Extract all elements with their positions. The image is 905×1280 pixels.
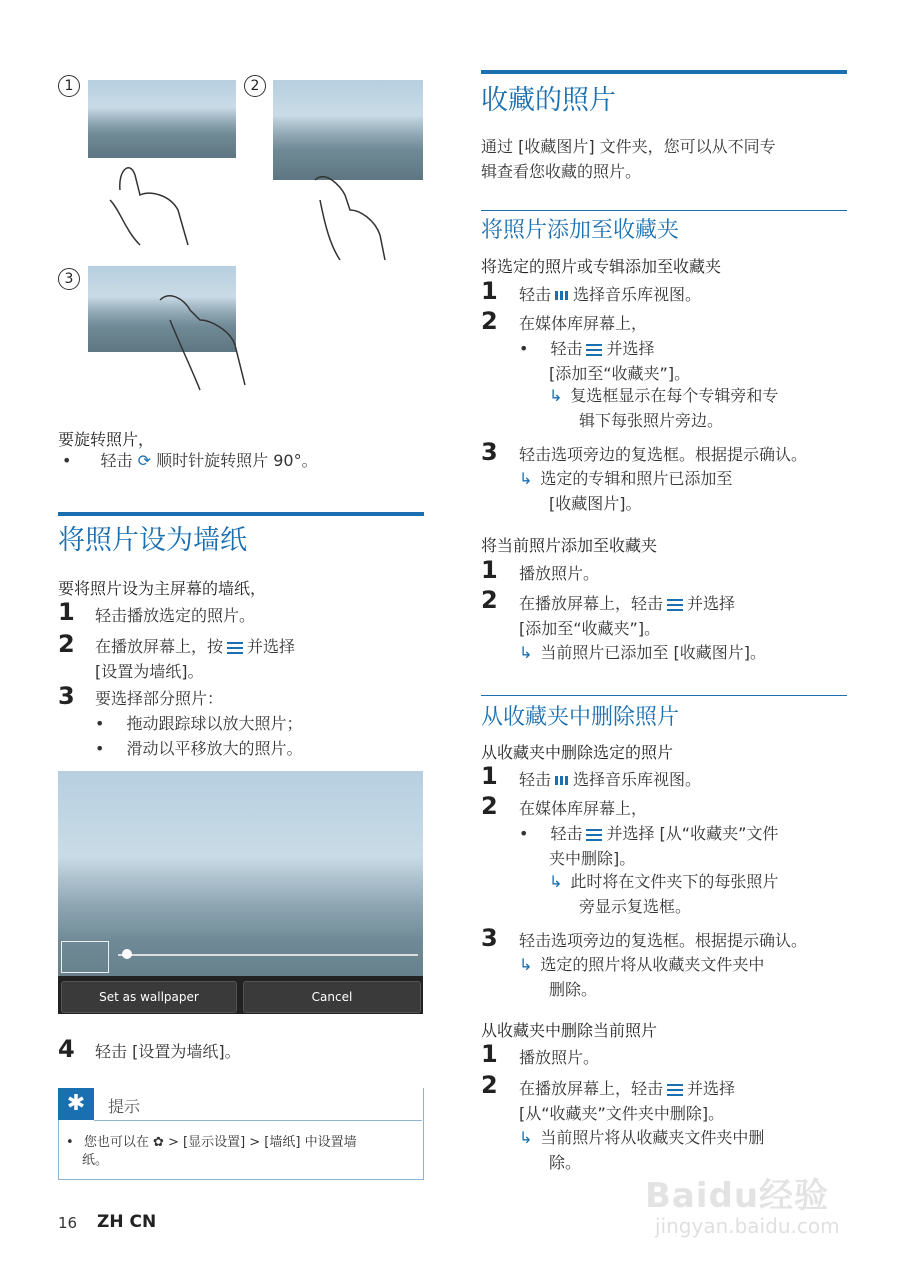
section-rule xyxy=(58,512,424,516)
hand-icon xyxy=(100,150,200,250)
set-as-wallpaper-button[interactable]: Set as wallpaper xyxy=(61,981,237,1013)
wallpaper-title: 将照片设为墙纸 xyxy=(58,525,247,556)
step-num: 2 xyxy=(58,630,75,658)
rotate-heading: 要旋转照片， xyxy=(58,430,155,449)
step-marker-1: 1 xyxy=(58,75,80,97)
step-num: 3 xyxy=(58,682,75,710)
delete-step-3: 轻击选项旁边的复选框。根据提示确认。 xyxy=(519,931,808,950)
delete-step-2-result: ↳ 此时将在文件夹下的每张照片 旁显示复选框。 xyxy=(549,872,779,916)
step-num: 1 xyxy=(481,762,498,790)
tip-label: 提示 xyxy=(108,1097,141,1116)
illustration-photo-1 xyxy=(88,80,236,158)
add-current-step-2: 在播放屏幕上，轻击 并选择 [添加至“收藏夹”]。 xyxy=(519,594,736,638)
language-code: ZH CN xyxy=(97,1212,157,1232)
step-num: 3 xyxy=(481,438,498,466)
menu-icon xyxy=(227,642,243,654)
step-num: 2 xyxy=(481,792,498,820)
favorites-intro: 通过 [收藏图片] 文件夹，您可以从不同专 辑查看您收藏的照片。 xyxy=(481,137,776,181)
delete-step-3-result: ↳ 选定的照片将从收藏夹文件夹中 删除。 xyxy=(519,955,765,999)
favorites-title: 收藏的照片 xyxy=(481,85,616,116)
menu-icon xyxy=(667,1084,683,1096)
add-sub-2: 将当前照片添加至收藏夹 xyxy=(481,536,658,555)
add-step-1: 轻击 选择音乐库视图。 xyxy=(519,285,702,304)
step-marker-2: 2 xyxy=(244,75,266,97)
tip-rule xyxy=(94,1120,422,1121)
section-rule xyxy=(481,695,847,696)
delete-step-1: 轻击 选择音乐库视图。 xyxy=(519,770,702,789)
delete-step-2: 在媒体库屏幕上， xyxy=(519,799,648,818)
step-num: 1 xyxy=(481,1040,498,1068)
library-icon xyxy=(555,776,569,785)
step-num: 1 xyxy=(481,556,498,584)
tip-text: • 您也可以在 ✿ > [显示设置] > [墙纸] 中设置墙 纸。 xyxy=(66,1135,357,1168)
step-num: 1 xyxy=(481,277,498,305)
add-current-step-2-result: ↳ 当前照片已添加至 [收藏图片]。 xyxy=(519,643,766,662)
step-num: 4 xyxy=(58,1035,75,1063)
step-num: 2 xyxy=(481,307,498,335)
menu-icon xyxy=(586,344,602,356)
add-step-3: 轻击选项旁边的复选框。根据提示确认。 xyxy=(519,445,808,464)
baidu-watermark-url: jingyan.baidu.com xyxy=(655,1214,840,1238)
add-step-2-result: ↳ 复选框显示在每个专辑旁和专 辑下每张照片旁边。 xyxy=(549,386,779,430)
wallpaper-step-3-bullet-2: • 滑动以平移放大的照片。 xyxy=(95,739,303,758)
add-step-2: 在媒体库屏幕上， xyxy=(519,314,648,333)
step-num: 3 xyxy=(481,924,498,952)
delete-step-2-bullet: • 轻击 并选择 [从“收藏夹”文件 夹中删除]。 xyxy=(519,824,779,868)
tip-icon: ✱ xyxy=(58,1088,94,1120)
menu-icon xyxy=(667,599,683,611)
delete-sub-2: 从收藏夹中删除当前照片 xyxy=(481,1021,658,1040)
add-step-3-result: ↳ 选定的专辑和照片已添加至 [收藏图片]。 xyxy=(519,469,733,513)
step-num: 2 xyxy=(481,586,498,614)
delete-current-step-2-result: ↳ 当前照片将从收藏夹文件夹中删 除。 xyxy=(519,1128,765,1172)
wallpaper-step-4: 轻击 [设置为墙纸]。 xyxy=(95,1042,241,1061)
menu-icon xyxy=(586,829,602,841)
add-favorites-title: 将照片添加至收藏夹 xyxy=(481,218,680,243)
baidu-watermark: Baidu经验 xyxy=(645,1176,830,1216)
step-num: 2 xyxy=(481,1071,498,1099)
step-marker-3: 3 xyxy=(58,268,80,290)
delete-current-step-2: 在播放屏幕上，轻击 并选择 [从“收藏夹”文件夹中删除]。 xyxy=(519,1079,736,1123)
section-rule xyxy=(481,210,847,211)
add-current-step-1: 播放照片。 xyxy=(519,564,600,583)
add-step-2-bullet: • 轻击 并选择 [添加至“收藏夹”]。 xyxy=(519,339,691,383)
page-number: 16 xyxy=(58,1214,78,1232)
wallpaper-step-3-bullet-1: • 拖动跟踪球以放大照片； xyxy=(95,714,303,733)
rotate-bullet: • 轻击 ⟳ 顺时针旋转照片 90°。 xyxy=(62,451,318,470)
hand-icon xyxy=(300,165,400,265)
zoom-slider[interactable] xyxy=(118,954,418,956)
add-sub-1: 将选定的照片或专辑添加至收藏夹 xyxy=(481,257,722,276)
library-icon xyxy=(555,291,569,300)
section-rule xyxy=(481,70,847,74)
hand-icon xyxy=(150,285,260,395)
delete-sub-1: 从收藏夹中删除选定的照片 xyxy=(481,743,674,762)
wallpaper-intro: 要将照片设为主屏幕的墙纸， xyxy=(58,579,267,598)
step-num: 1 xyxy=(58,598,75,626)
delete-favorites-title: 从收藏夹中删除照片 xyxy=(481,705,680,730)
wallpaper-step-2: 在播放屏幕上，按 并选择 [设置为墙纸]。 xyxy=(95,637,296,681)
wallpaper-step-1: 轻击播放选定的照片。 xyxy=(95,606,256,625)
delete-current-step-1: 播放照片。 xyxy=(519,1048,600,1067)
wallpaper-screenshot xyxy=(58,771,423,1014)
selection-frame xyxy=(61,941,109,973)
zoom-slider-handle[interactable] xyxy=(122,949,132,959)
wallpaper-step-3: 要选择部分照片： xyxy=(95,689,224,708)
rotate-icon: ⟳ xyxy=(137,451,152,470)
cancel-button[interactable]: Cancel xyxy=(243,981,421,1013)
